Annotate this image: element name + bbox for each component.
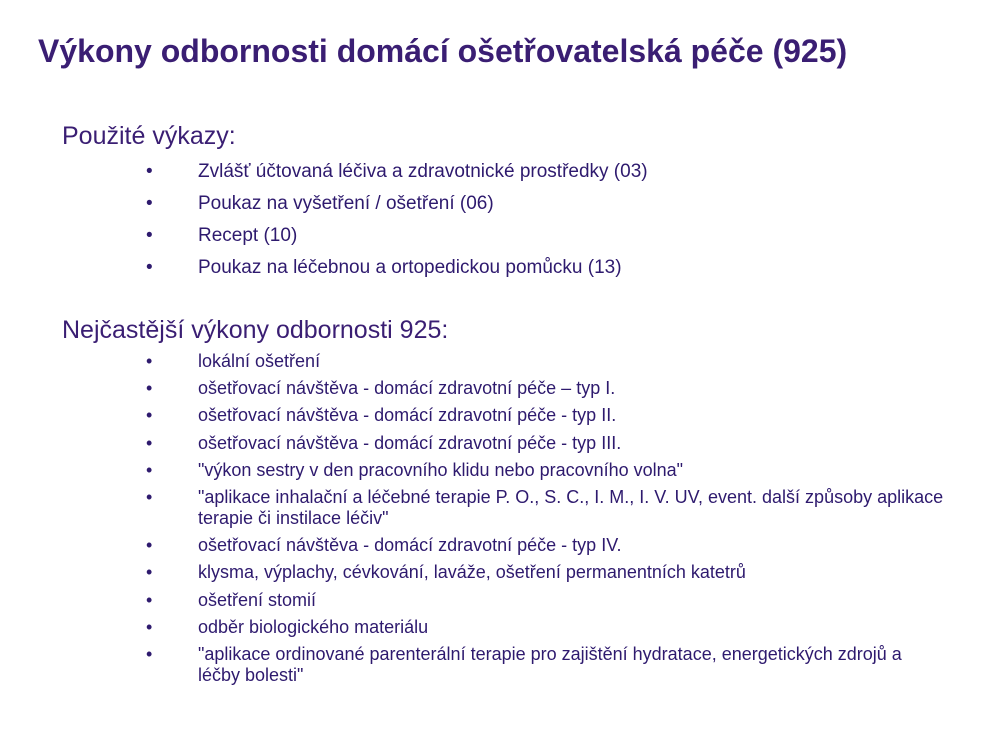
list-item	[146, 562, 946, 583]
list-item	[146, 617, 946, 638]
list-item-text: Poukaz na vyšetření / ošetření (06)	[198, 193, 494, 214]
list-item-text: "aplikace inhalační a léčebné terapie P. O., S. C., I. M., I. V. UV, event. další způsoby aplikace terapie či instilace léčiv"	[198, 486, 944, 528]
bullet-icon: •	[146, 432, 153, 453]
slide-title: Výkony odbornosti domácí ošetřovatelská péče (925)	[38, 33, 848, 69]
bullet-icon: •	[146, 161, 153, 182]
bullet-icon: •	[146, 616, 153, 637]
section-heading-reports: Použité výkazy:	[62, 122, 236, 150]
bullet-icon: •	[146, 535, 153, 556]
bullet-icon: •	[146, 459, 153, 480]
list-item	[146, 433, 946, 454]
list-item-text: klysma, výplachy, cévkování, laváže, ošetření permanentních katetrů	[198, 562, 746, 583]
bullet-icon: •	[146, 225, 153, 246]
list-item-text: Recept (10)	[198, 225, 298, 246]
list-item	[146, 192, 648, 215]
list-item	[146, 487, 946, 529]
list-item	[146, 405, 946, 426]
list-item-text: "výkon sestry v den pracovního klidu nebo pracovního volna"	[198, 459, 684, 480]
bullet-icon: •	[146, 378, 153, 399]
list-item-text: ošetřovací návštěva - domácí zdravotní péče - typ IV.	[198, 535, 622, 556]
section-heading-procedures: Nejčastější výkony odbornosti 925:	[62, 316, 449, 344]
list-item	[146, 535, 946, 556]
list-item	[146, 351, 946, 372]
list-item-text: "aplikace ordinované parenterální terapie pro zajištění hydratace, energetických zdrojů a léčby bolesti"	[198, 643, 902, 685]
list-item-text: lokální ošetření	[198, 351, 321, 371]
bullet-icon: •	[146, 351, 153, 371]
list-item-text: ošetřovací návštěva - domácí zdravotní péče – typ I.	[198, 378, 616, 399]
bullet-icon: •	[146, 257, 153, 278]
list-item-text: ošetřovací návštěva - domácí zdravotní péče - typ III.	[198, 432, 622, 453]
list-item	[146, 224, 648, 247]
list-item	[146, 644, 946, 686]
list-item	[146, 460, 946, 481]
bullet-icon: •	[146, 405, 153, 426]
list-item	[146, 590, 946, 611]
list-item	[146, 160, 648, 183]
list-item	[146, 256, 648, 279]
list-item-text: ošetřovací návštěva - domácí zdravotní péče - typ II.	[198, 405, 617, 426]
procedures-list	[146, 351, 946, 692]
bullet-icon: •	[146, 486, 153, 507]
bullet-icon: •	[146, 589, 153, 610]
list-item	[146, 378, 946, 399]
reports-list	[146, 160, 648, 288]
list-item-text: Poukaz na léčebnou a ortopedickou pomůcku (13)	[198, 257, 622, 278]
bullet-icon: •	[146, 562, 153, 583]
bullet-icon: •	[146, 643, 153, 664]
list-item-text: odběr biologického materiálu	[198, 616, 429, 637]
list-item-text: ošetření stomií	[198, 589, 317, 610]
bullet-icon: •	[146, 193, 153, 214]
list-item-text: Zvlášť účtovaná léčiva a zdravotnické prostředky (03)	[198, 161, 648, 182]
